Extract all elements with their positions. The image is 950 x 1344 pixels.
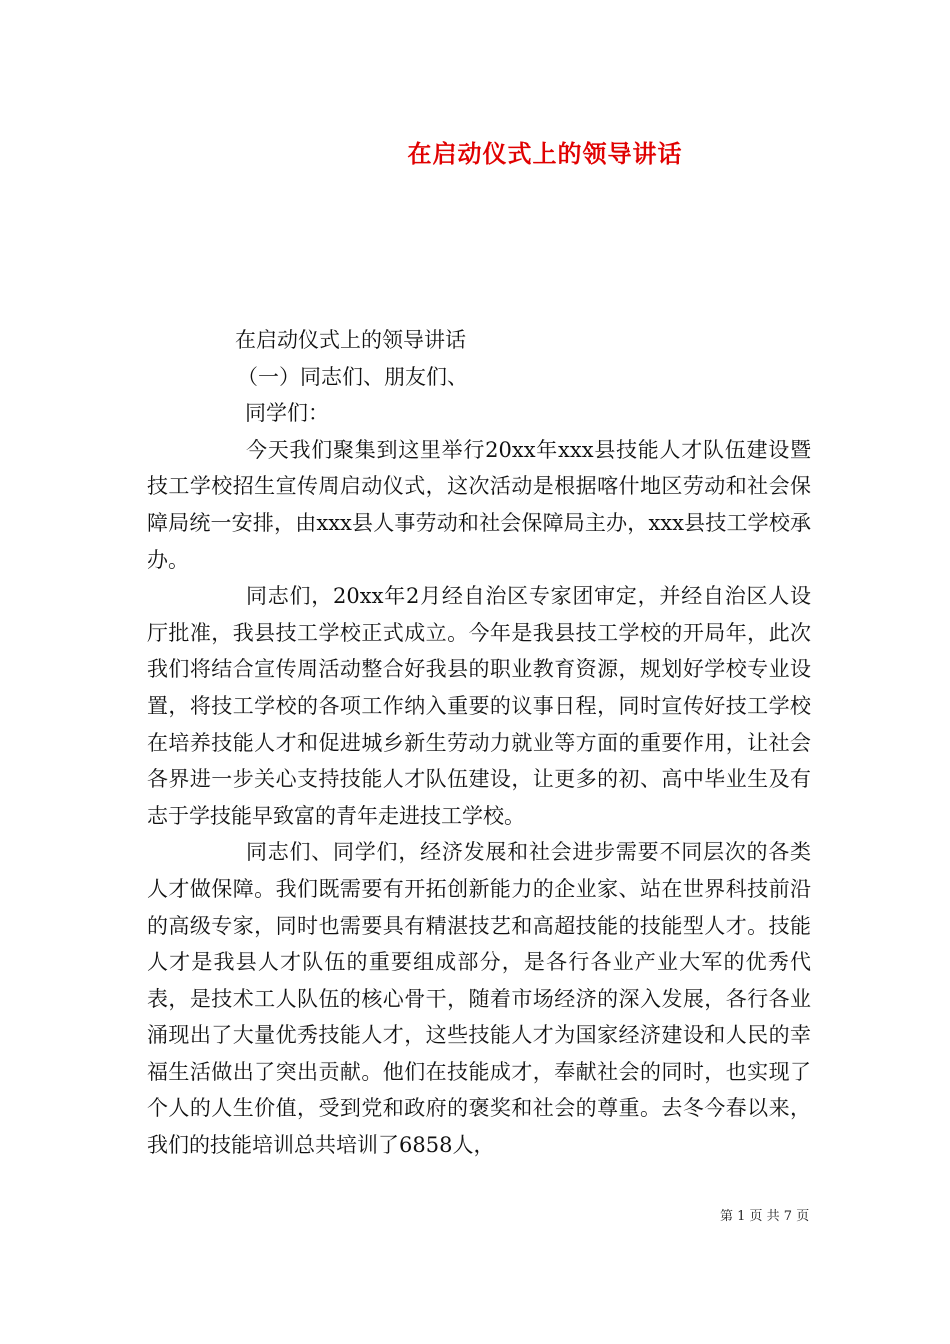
paragraph-3: 同志们、同学们，经济发展和社会进步需要不同层次的各类人才做保障。我们既需要有开拓创新能力的企业家、站在世界科技前沿的高级专家，同时也需要具有精湛技艺和高超技能的技能型人才。技能人才是我县人才队伍的重要组成部分，是各行各业产业大军的优秀代表，是技术工人队伍的核心骨干，随着市场经济的深入发展，各行各业涌现出了大量优秀技能人才，这些技能人才为国家经济建设和人民的幸福生活做出了突出贡献。他们在技能成才，奉献社会的同时，也实现了个人的人生价值，受到党和政府的褒奖和社会的尊重。去冬今春以来，我们的技能培训总共培训了6858人， [147,840,811,1158]
salutation-line-2: 同学们： [245,401,329,426]
paragraph-2: 同志们，20xx年2月经自治区专家团审定，并经自治区人设厅批准，我县技工学校正式成立。今年是我县技工学校的开局年，此次我们将结合宣传周活动整合好我县的职业教育资源，规划好学校专业设置，将技工学校的各项工作纳入重要的议事日程，同时宣传好技工学校在培养技能人才和促进城乡新生劳动力就业等方面的重要作用，让社会各界进一步关心支持技能人才队伍建设，让更多的初、高中毕业生及有志于学技能早致富的青年走进技工学校。 [147,584,811,828]
paragraph-1: 今天我们聚集到这里举行20xx年xxx县技能人才队伍建设暨技工学校招生宣传周启动仪式，这次活动是根据喀什地区劳动和社会保障局统一安排，由xxx县人事劳动和社会保障局主办，xxx县技工学校承办。 [147,437,811,572]
salutation-line: （一）同志们、朋友们、 [237,364,468,389]
page-footer: 第 1 页 共 7 页 [720,1209,810,1224]
speech-title-line: 在启动仪式上的领导讲话 [235,328,466,352]
page-title: 在启动仪式上的领导讲话 [407,140,683,168]
document-body [147,322,811,1164]
